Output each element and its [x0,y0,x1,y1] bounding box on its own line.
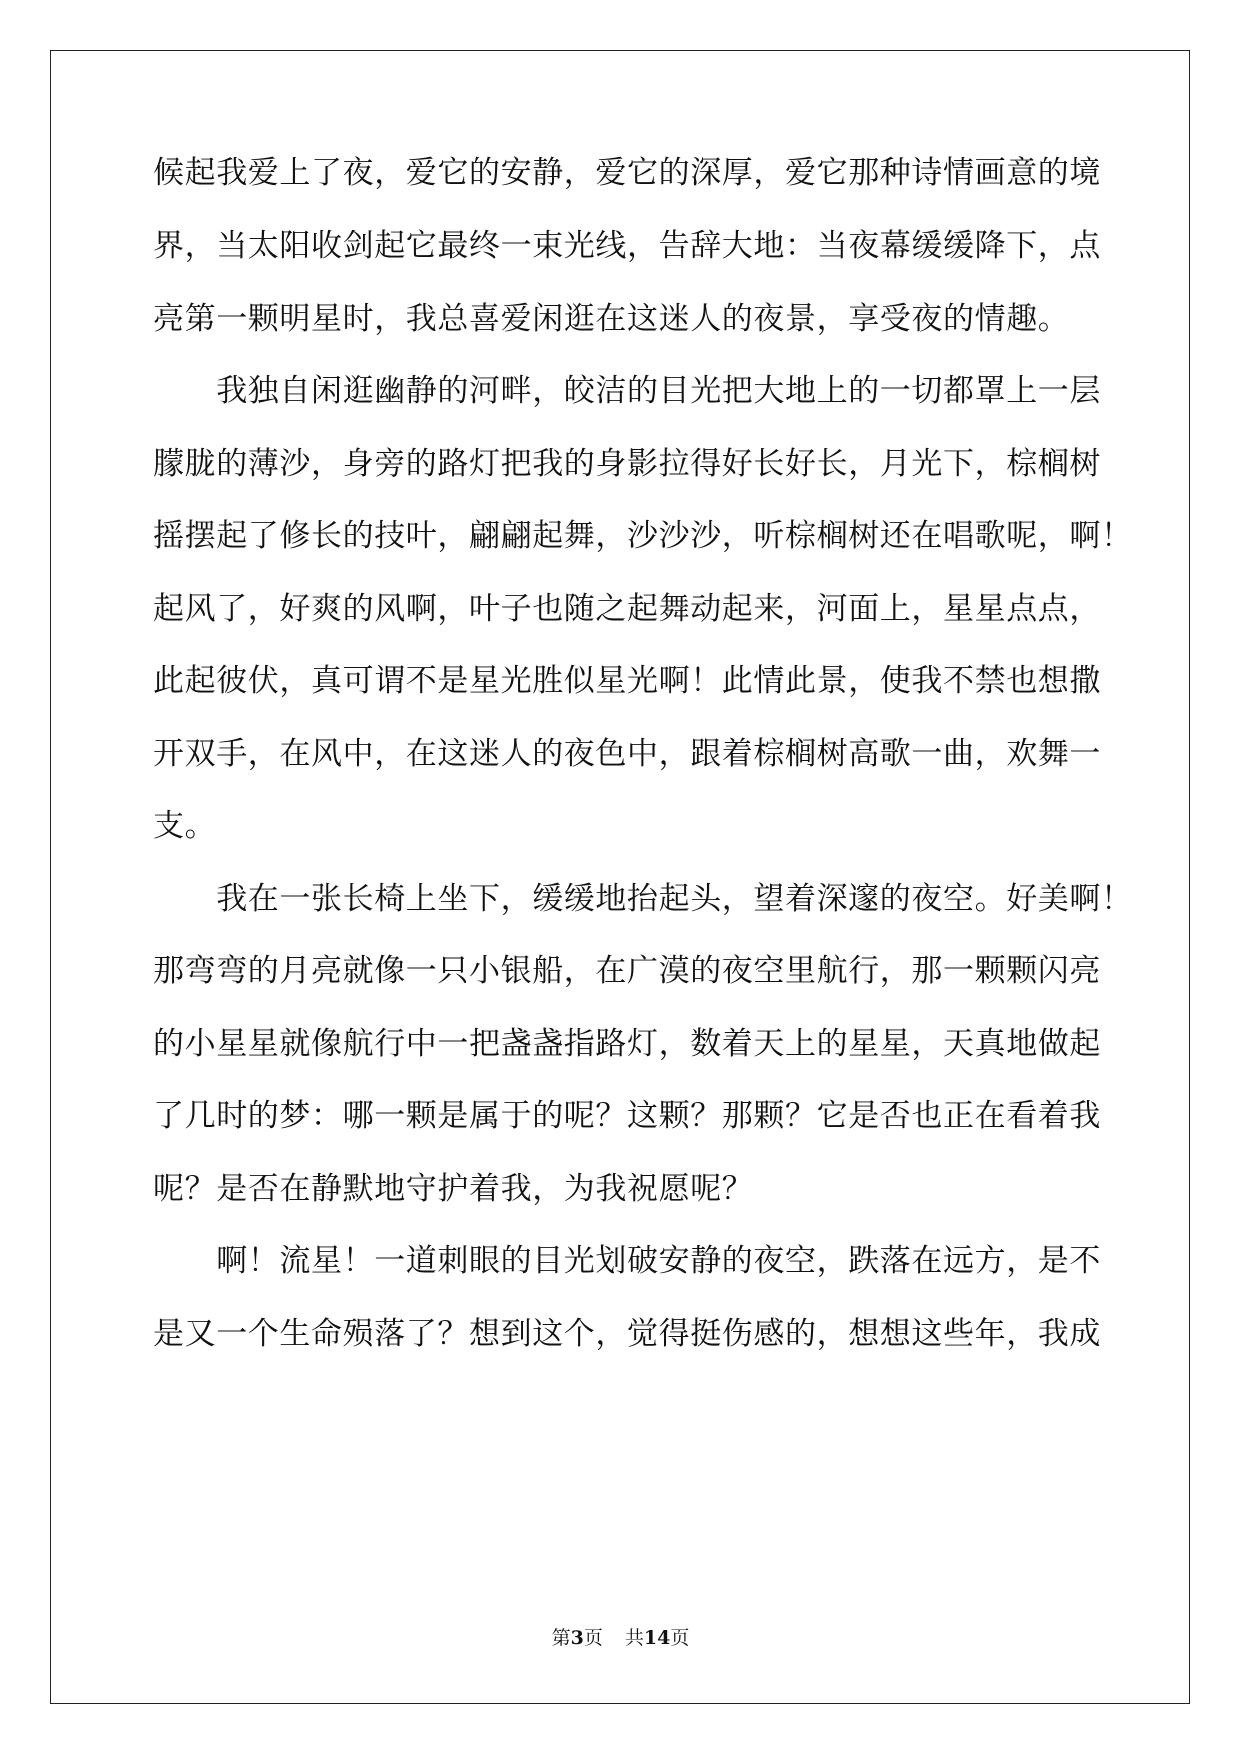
body-line: 我在一张长椅上坐下，缓缓地抬起头，望着深邃的夜空。好美啊！ [153,881,1133,917]
footer-total-prefix: 共 [624,1627,644,1649]
body-line: 我独自闲逛幽静的河畔，皎洁的目光把大地上的一切都罩上一层 [153,373,1101,409]
body-line: 开双手，在风中，在这迷人的夜色中，跟着棕榈树高歌一曲，欢舞一 [153,736,1101,772]
body-line: 界，当太阳收剑起它最终一束光线，告辞大地：当夜幕缓缓降下，点 [153,228,1101,264]
footer-total-suffix: 页 [670,1627,690,1649]
body-line: 呢？是否在静默地守护着我，为我祝愿呢？ [153,1171,754,1207]
footer-page-prefix: 第 [551,1627,571,1649]
body-line: 是又一个生命殒落了？想到这个，觉得挺伤感的，想想这些年，我成 [153,1316,1101,1352]
body-line: 朦胧的薄沙，身旁的路灯把我的身影拉得好长好长，月光下，棕榈树 [153,446,1101,482]
body-line: 的小星星就像航行中一把盏盏指路灯，数着天上的星星，天真地做起 [153,1026,1101,1062]
body-line: 候起我爱上了夜，爱它的安静，爱它的深厚，爱它那种诗情画意的境 [153,155,1101,191]
body-line: 亮第一颗明星时，我总喜爱闲逛在这迷人的夜景，享受夜的情趣。 [153,301,1070,337]
body-line: 支。 [153,808,217,844]
body-line: 起风了，好爽的风啊，叶子也随之起舞动起来，河面上，星星点点， [153,591,1101,627]
footer-page-suffix: 页 [583,1627,603,1649]
body-line: 啊！流星！一道刺眼的目光划破安静的夜空，跌落在远方，是不 [153,1243,1101,1279]
total-pages: 14 [643,1627,671,1649]
page-footer [0,1626,1241,1650]
body-line: 了几时的梦：哪一颗是属于的呢？这颗？那颗？它是否也正在看着我 [153,1098,1101,1134]
body-line: 那弯弯的月亮就像一只小银船，在广漠的夜空里航行，那一颗颗闪亮 [153,953,1101,989]
page-number: 3 [570,1627,584,1649]
body-line: 此起彼伏，真可谓不是星光胜似星光啊！此情此景，使我不禁也想撒 [153,663,1101,699]
body-line: 摇摆起了修长的技叶，翩翩起舞，沙沙沙，听棕榈树还在唱歌呢，啊！ [153,518,1133,554]
